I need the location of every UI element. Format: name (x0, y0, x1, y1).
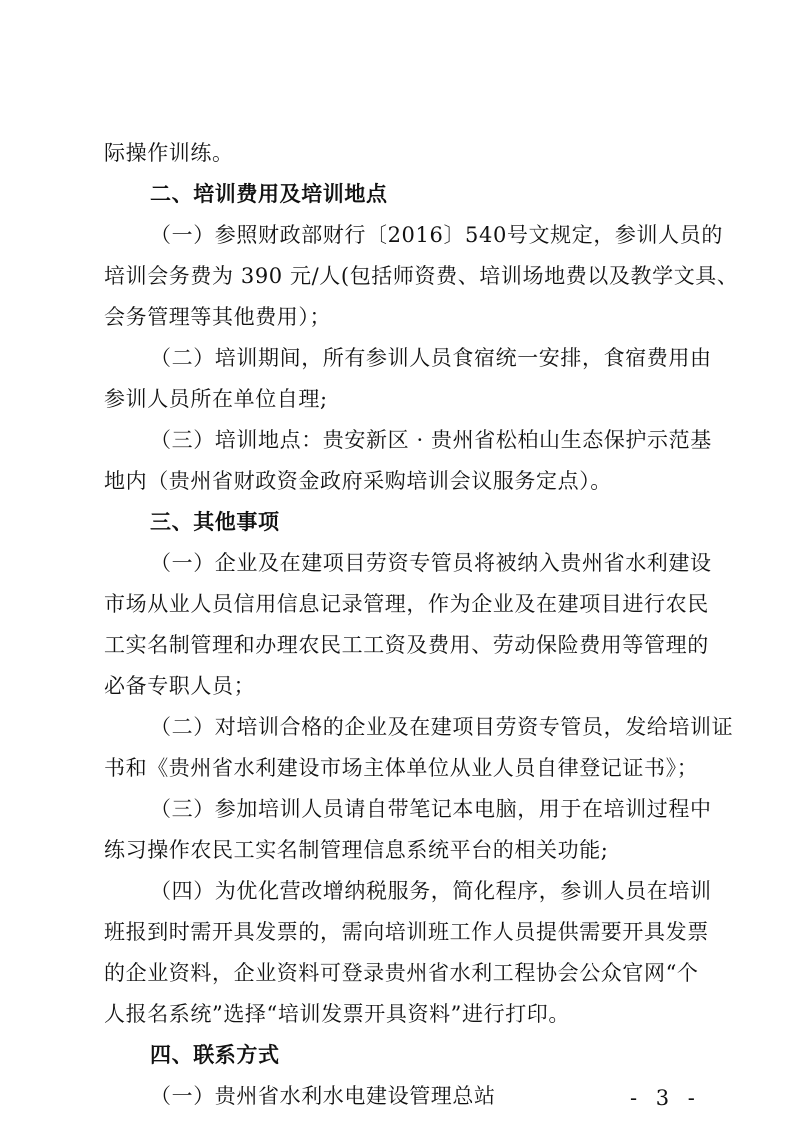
paragraph-line: 际操作训练。 (104, 141, 234, 165)
paragraph-line: （二）培训期间，所有参训人员食宿统一安排，食宿费用由 (150, 346, 712, 370)
paragraph-line: 班报到时需开具发票的，需向培训班工作人员提供需要开具发票 (104, 920, 709, 944)
paragraph-line: 书和《贵州省水利建设市场主体单位从业人员自律登记证书》； (104, 756, 699, 780)
paragraph-line: （三）培训地点：贵安新区 · 贵州省松柏山生态保护示范基 (150, 428, 712, 452)
paragraph-line: 培训会务费为 390 元/人(包括师资费、培训场地费以及教学文具、 (104, 264, 739, 288)
paragraph-line: 会务管理等其他费用）； (104, 305, 332, 329)
section-heading-other-matters: 三、其他事项 (150, 510, 280, 534)
paragraph-line: 参训人员所在单位自理; (104, 387, 328, 411)
paragraph-line: 必备专职人员； (104, 674, 256, 698)
paragraph-line: 市场从业人员信用信息记录管理，作为企业及在建项目进行农民 (104, 592, 709, 616)
paragraph-line: （二）对培训合格的企业及在建项目劳资专管员，发给培训证 (150, 715, 734, 739)
paragraph-line: （一）贵州省水利水电建设管理总站 (150, 1084, 496, 1108)
paragraph-line: 地内（贵州省财政资金政府采购培训会议服务定点）。 (104, 469, 612, 493)
section-heading-fees-location: 二、培训费用及培训地点 (150, 182, 388, 206)
paragraph-line: 练习操作农民工实名制管理信息系统平台的相关功能; (104, 838, 609, 862)
paragraph-line: 工实名制管理和办理农民工工资及费用、劳动保险费用等管理的 (104, 633, 709, 657)
page-number: - 3 - (630, 1086, 701, 1110)
paragraph-line: 的企业资料，企业资料可登录贵州省水利工程协会公众官网“个 (104, 961, 699, 985)
section-heading-contact: 四、联系方式 (150, 1043, 280, 1067)
paragraph-line: （一）参照财政部财行〔2016〕540号文规定，参训人员的 (150, 223, 723, 247)
paragraph-line: （一）企业及在建项目劳资专管员将被纳入贵州省水利建设 (150, 551, 712, 575)
paragraph-line: （三）参加培训人员请自带笔记本电脑，用于在培训过程中 (150, 797, 712, 821)
paragraph-line: 人报名系统”选择“培训发票开具资料”进行打印。 (104, 1002, 571, 1026)
paragraph-line: （四）为优化营改增纳税服务，简化程序，参训人员在培训 (150, 879, 712, 903)
